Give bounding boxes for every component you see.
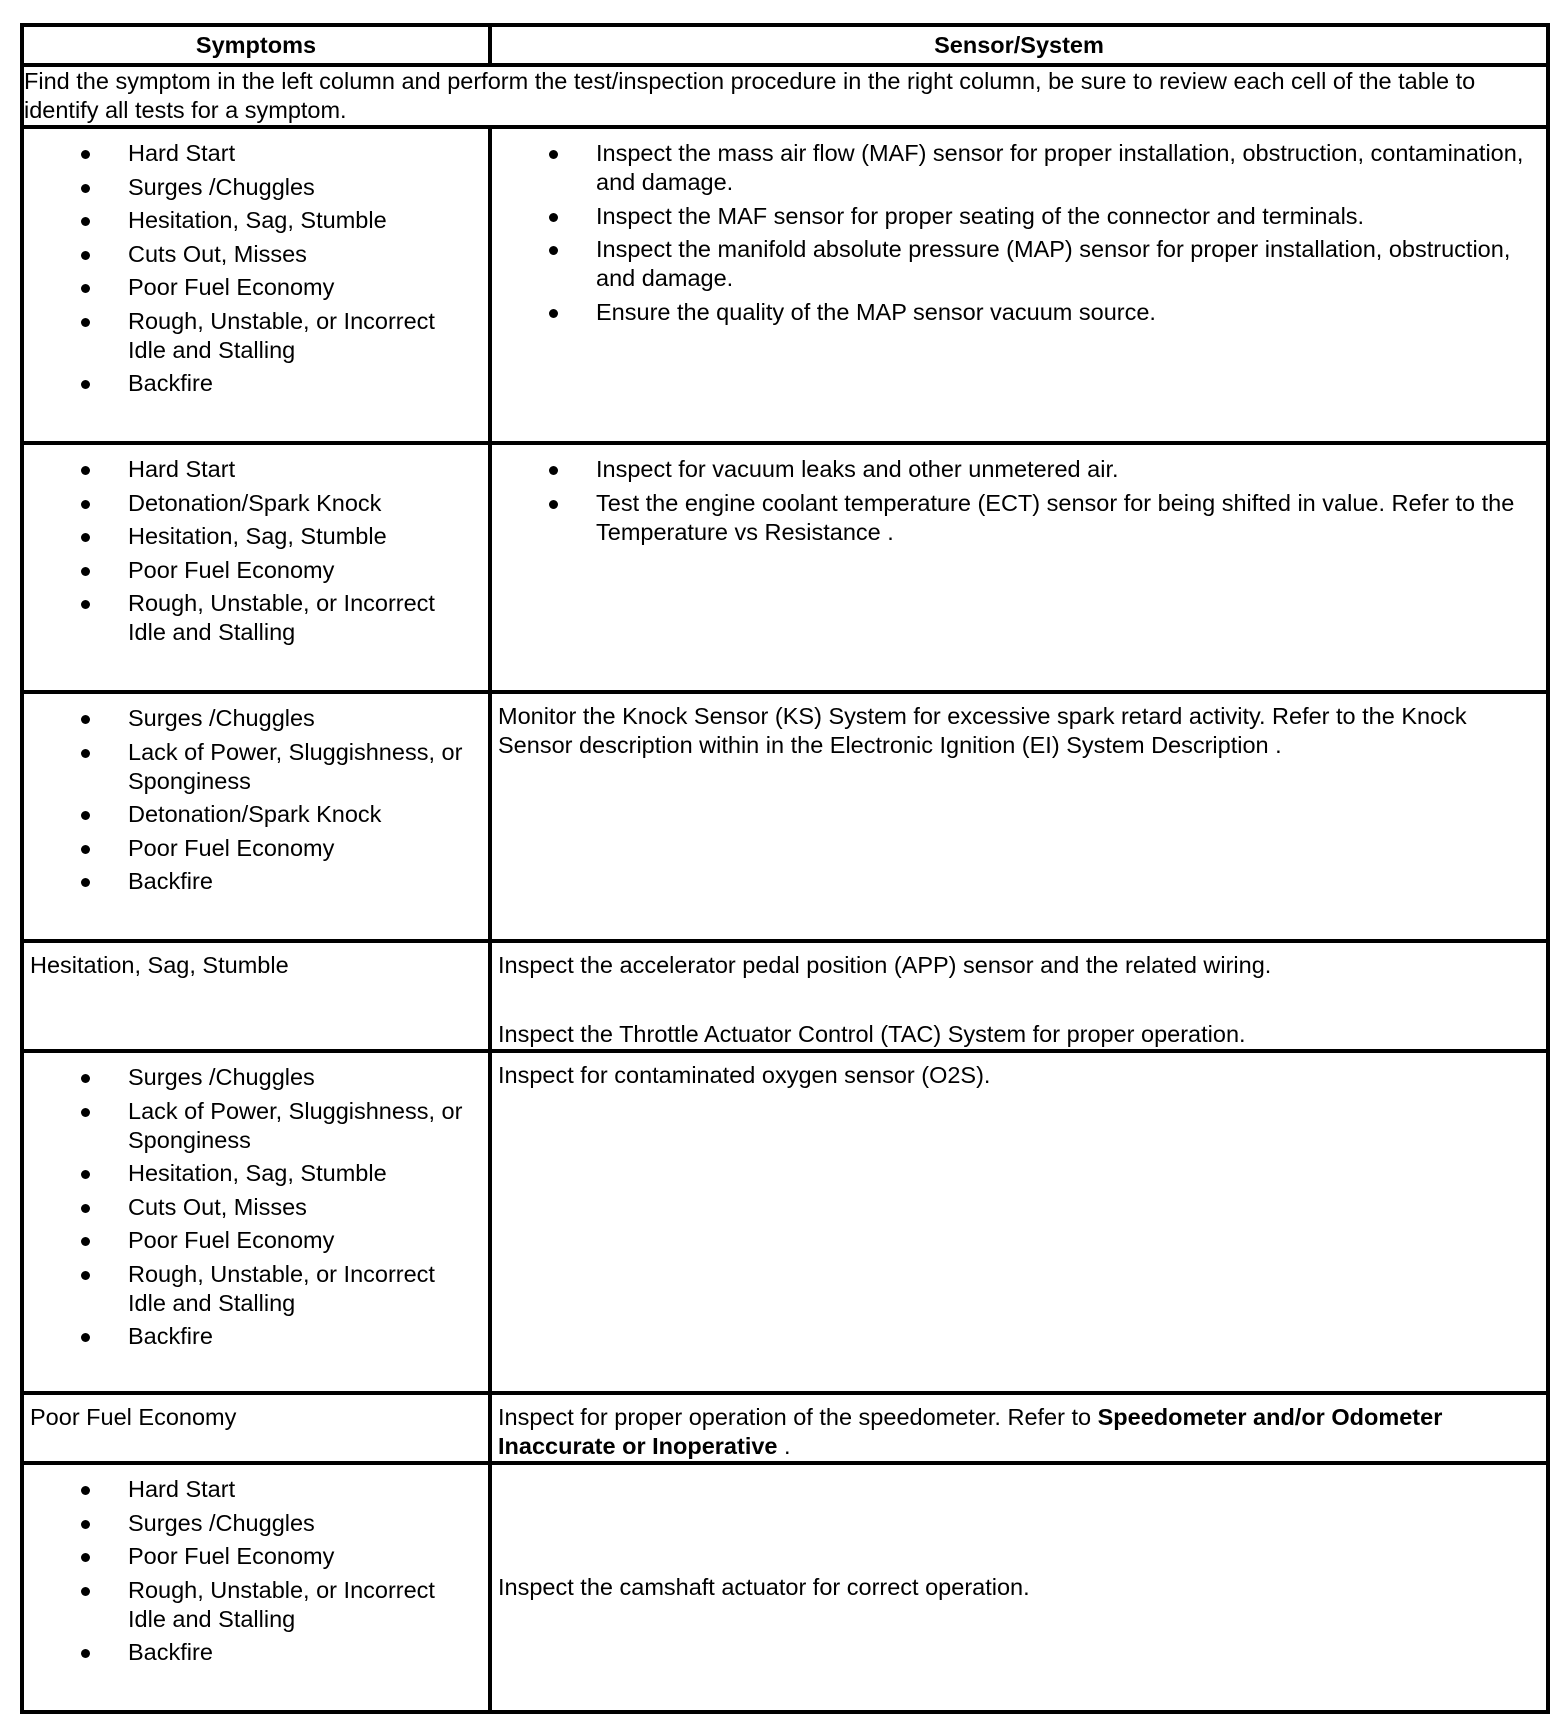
list-item: Surges /Chuggles [24,1509,488,1538]
bullet-icon [81,600,90,609]
symptom-list [24,1465,488,1667]
bullet-icon [549,246,558,255]
list-item: Poor Fuel Economy [24,1542,488,1571]
tests-cell [490,1051,1548,1393]
bullet-icon [549,500,558,509]
list-item: Backfire [24,1638,488,1667]
symptom-text: Poor Fuel Economy [30,1404,237,1430]
list-item: Hard Start [24,139,488,168]
table-row [22,1051,1548,1393]
list-item: Detonation/Spark Knock [24,800,488,829]
symptoms-cell [22,1051,490,1393]
symptom-list [24,1053,488,1351]
list-item: Inspect for vacuum leaks and other unmetered air. [492,455,1546,484]
table-row [22,941,1548,1051]
list-item: Surges /Chuggles [24,1063,488,1092]
list-item: Hesitation, Sag, Stumble [24,1159,488,1188]
list-item: Ensure the quality of the MAP sensor vacuum source. [492,298,1546,327]
list-item: Inspect the manifold absolute pressure (MAP) sensor for proper installation, obstruction, and damage. [492,235,1546,293]
bullet-icon [81,567,90,576]
bullet-icon [81,878,90,887]
list-item: Rough, Unstable, or Incorrect Idle and Stalling [24,1576,488,1634]
bullet-icon [81,1108,90,1117]
bullet-icon [81,533,90,542]
list-item: Surges /Chuggles [24,173,488,202]
list-item: Poor Fuel Economy [24,273,488,302]
list-item: Backfire [24,369,488,398]
list-item: Backfire [24,867,488,896]
list-item: Hard Start [24,455,488,484]
bullet-icon [549,309,558,318]
bullet-icon [81,715,90,724]
test-text: Inspect the camshaft actuator for correct operation. [498,1574,1030,1600]
table-row [22,127,1548,443]
list-item: Cuts Out, Misses [24,1193,488,1222]
symptom-sensor-table [20,23,1550,1714]
bullet-icon [81,1587,90,1596]
table-row [22,443,1548,692]
test-text: Inspect for contaminated oxygen sensor (O2S). [498,1062,991,1088]
bullet-icon [81,251,90,260]
symptoms-cell [22,1463,490,1712]
bullet-icon [549,466,558,475]
header-symptoms: Symptoms [22,25,490,65]
intro-text: Find the symptom in the left column and perform the test/inspection procedure in the right column, be sure to review each cell of the table to identify all tests for a symptom. [22,65,1548,127]
bullet-icon [81,845,90,854]
list-item: Surges /Chuggles [24,704,488,733]
test-text: Inspect the Throttle Actuator Control (TAC) System for proper operation. [498,1021,1246,1047]
symptom-text: Hesitation, Sag, Stumble [30,952,289,978]
bullet-icon [81,318,90,327]
bullet-icon [81,1237,90,1246]
tests-cell [490,443,1548,692]
table-row [22,692,1548,941]
symptom-list [24,129,488,398]
bullet-icon [81,466,90,475]
bullet-icon [549,150,558,159]
list-item: Rough, Unstable, or Incorrect Idle and Stalling [24,307,488,365]
bullet-icon [81,1333,90,1342]
bullet-icon [81,150,90,159]
list-item: Rough, Unstable, or Incorrect Idle and Stalling [24,1260,488,1318]
bullet-icon [81,1170,90,1179]
list-item: Hesitation, Sag, Stumble [24,522,488,551]
tests-cell [490,1463,1548,1712]
bullet-icon [81,217,90,226]
table-row [22,1393,1548,1463]
bullet-icon [81,1553,90,1562]
test-text: Monitor the Knock Sensor (KS) System for excessive spark retard activity. Refer to the Knock Sensor description within in the Electronic Ignition (EI) System Description . [498,703,1467,758]
tests-cell [490,127,1548,443]
table-header-row [22,25,1548,65]
bullet-icon [549,213,558,222]
symptom-list [24,694,488,896]
symptom-list [24,445,488,647]
list-item: Lack of Power, Sluggishness, or Sponginess [24,1097,488,1155]
list-item: Test the engine coolant temperature (ECT) sensor for being shifted in value. Refer to the Temperature vs Resistance . [492,489,1546,547]
bullet-icon [81,1520,90,1529]
bullet-icon [81,749,90,758]
bullet-icon [81,811,90,820]
bullet-icon [81,184,90,193]
test-text: Inspect the accelerator pedal position (APP) sensor and the related wiring. [498,952,1272,978]
bullet-icon [81,380,90,389]
symptoms-cell [22,443,490,692]
list-item: Detonation/Spark Knock [24,489,488,518]
test-text: Inspect for proper operation of the speedometer. Refer to Speedometer and/or Odometer Inaccurate or Inoperative . [498,1404,1443,1459]
bullet-icon [81,500,90,509]
list-item: Hard Start [24,1475,488,1504]
header-sensor-system: Sensor/System [490,25,1548,65]
table-row [22,1463,1548,1712]
bullet-icon [81,1271,90,1280]
list-item: Inspect the mass air flow (MAF) sensor for proper installation, obstruction, contamination, and damage. [492,139,1546,197]
test-list [492,129,1546,327]
bullet-icon [81,1074,90,1083]
list-item: Poor Fuel Economy [24,556,488,585]
intro-row [22,65,1548,127]
list-item: Hesitation, Sag, Stumble [24,206,488,235]
tests-cell [490,941,1548,1051]
test-list [492,445,1546,547]
list-item: Poor Fuel Economy [24,1226,488,1255]
bullet-icon [81,284,90,293]
list-item: Backfire [24,1322,488,1351]
bullet-icon [81,1204,90,1213]
symptoms-cell [22,941,490,1051]
list-item: Inspect the MAF sensor for proper seating of the connector and terminals. [492,202,1546,231]
bullet-icon [81,1649,90,1658]
tests-cell [490,692,1548,941]
symptoms-cell [22,127,490,443]
list-item: Cuts Out, Misses [24,240,488,269]
diagnostic-table-wrapper [20,23,1546,1714]
reference-link-text: Speedometer and/or Odometer Inaccurate or Inoperative [498,1404,1443,1459]
list-item: Lack of Power, Sluggishness, or Sponginess [24,738,488,796]
symptoms-cell [22,1393,490,1463]
tests-cell [490,1393,1548,1463]
bullet-icon [81,1486,90,1495]
list-item: Poor Fuel Economy [24,834,488,863]
symptoms-cell [22,692,490,941]
list-item: Rough, Unstable, or Incorrect Idle and Stalling [24,589,488,647]
